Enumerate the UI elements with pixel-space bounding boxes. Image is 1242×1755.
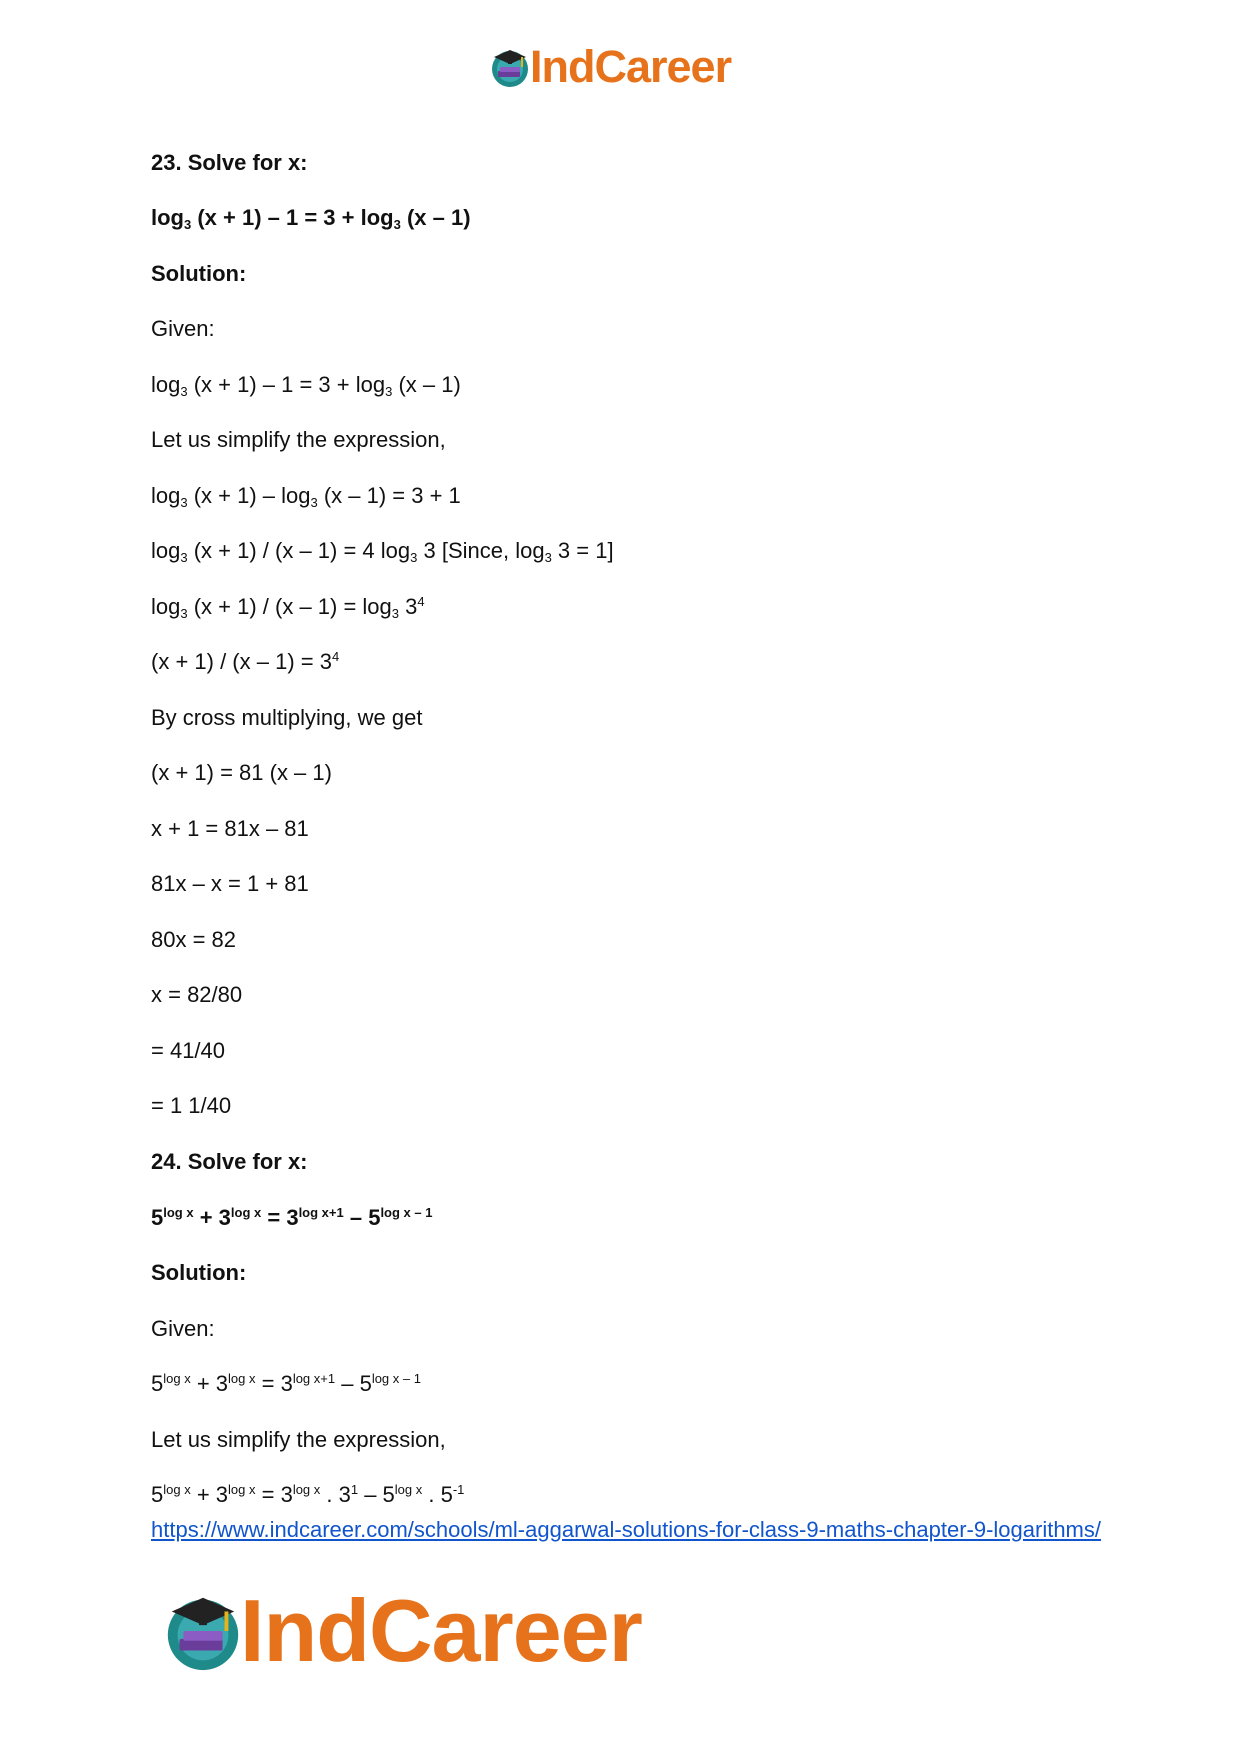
question-23-equation: $\log_3 (x + 1) - 1 = 3 + \log_3 (x - 1)$ [151, 205, 471, 232]
step-23-10: = 41/40 [151, 1038, 226, 1063]
question-23-title: 23. Solve for x: [151, 150, 308, 175]
brand-logo-footer [160, 1581, 642, 1680]
step-23-6: x + 1 = 81x – 81 [151, 816, 309, 841]
step-23-11: = 1 1/40 [151, 1093, 232, 1118]
brand-name: IndCareer [530, 41, 732, 92]
solution-label-24: Solution: [151, 1260, 247, 1285]
footer-source-link[interactable]: https://www.indcareer.com/schools/ml-aggarwal-solutions-for-class-9-maths-chapter-9-logarithms/ [151, 1517, 1101, 1542]
step-23-9: x = 82/80 [151, 982, 243, 1007]
question-24-equation: $5^{log x} + 3^{log x} = 3^{log x+1} - 5^{log x - 1}$ [151, 1205, 433, 1230]
brand-logo-header [488, 42, 731, 92]
given-equation-23: $\log_3 (x + 1) - 1 = 3 + \log_3 (x - 1)$ [151, 372, 461, 399]
step-23-3: $\log_3 (x + 1) / (x - 1) = \log_3 3^4$ [151, 594, 425, 621]
step-23-4: $(x + 1) / (x - 1) = 3^4$ [151, 649, 340, 674]
simplify-text-23: Let us simplify the expression, [151, 427, 446, 452]
graduation-cap-icon [160, 1588, 246, 1674]
brand-name-footer: IndCareer [240, 1581, 642, 1680]
graduation-cap-icon [488, 45, 532, 89]
given-equation-24: $5^{log x} + 3^{log x} = 3^{log x+1} - 5^{log x - 1}$ [151, 1371, 421, 1396]
step-23-1: $\log_3 (x + 1) - \log_3 (x - 1) = 3 + 1$ [151, 483, 461, 510]
step-23-7: 81x – x = 1 + 81 [151, 871, 309, 896]
solution-label-23: Solution: [151, 261, 247, 286]
step-23-2: $\log_3 (x + 1) / (x - 1) = 4$ $\log_3 3$ [Since, $\log_3 3 = 1$] [151, 538, 614, 565]
given-label-23: Given: [151, 316, 215, 341]
cross-multiply-text: By cross multiplying, we get [151, 705, 423, 730]
step-23-5: (x + 1) = 81 (x – 1) [151, 760, 332, 785]
question-24-title: 24. Solve for x: [151, 1149, 308, 1174]
simplify-text-24: Let us simplify the expression, [151, 1427, 446, 1452]
step-24-1: $5^{log x} + 3^{log x} = 3^{log x}$ . $3^1 - 5^{log x}$ . $5^{-1}$ [151, 1482, 465, 1507]
given-label-24: Given: [151, 1316, 215, 1341]
step-23-8: 80x = 82 [151, 927, 237, 952]
